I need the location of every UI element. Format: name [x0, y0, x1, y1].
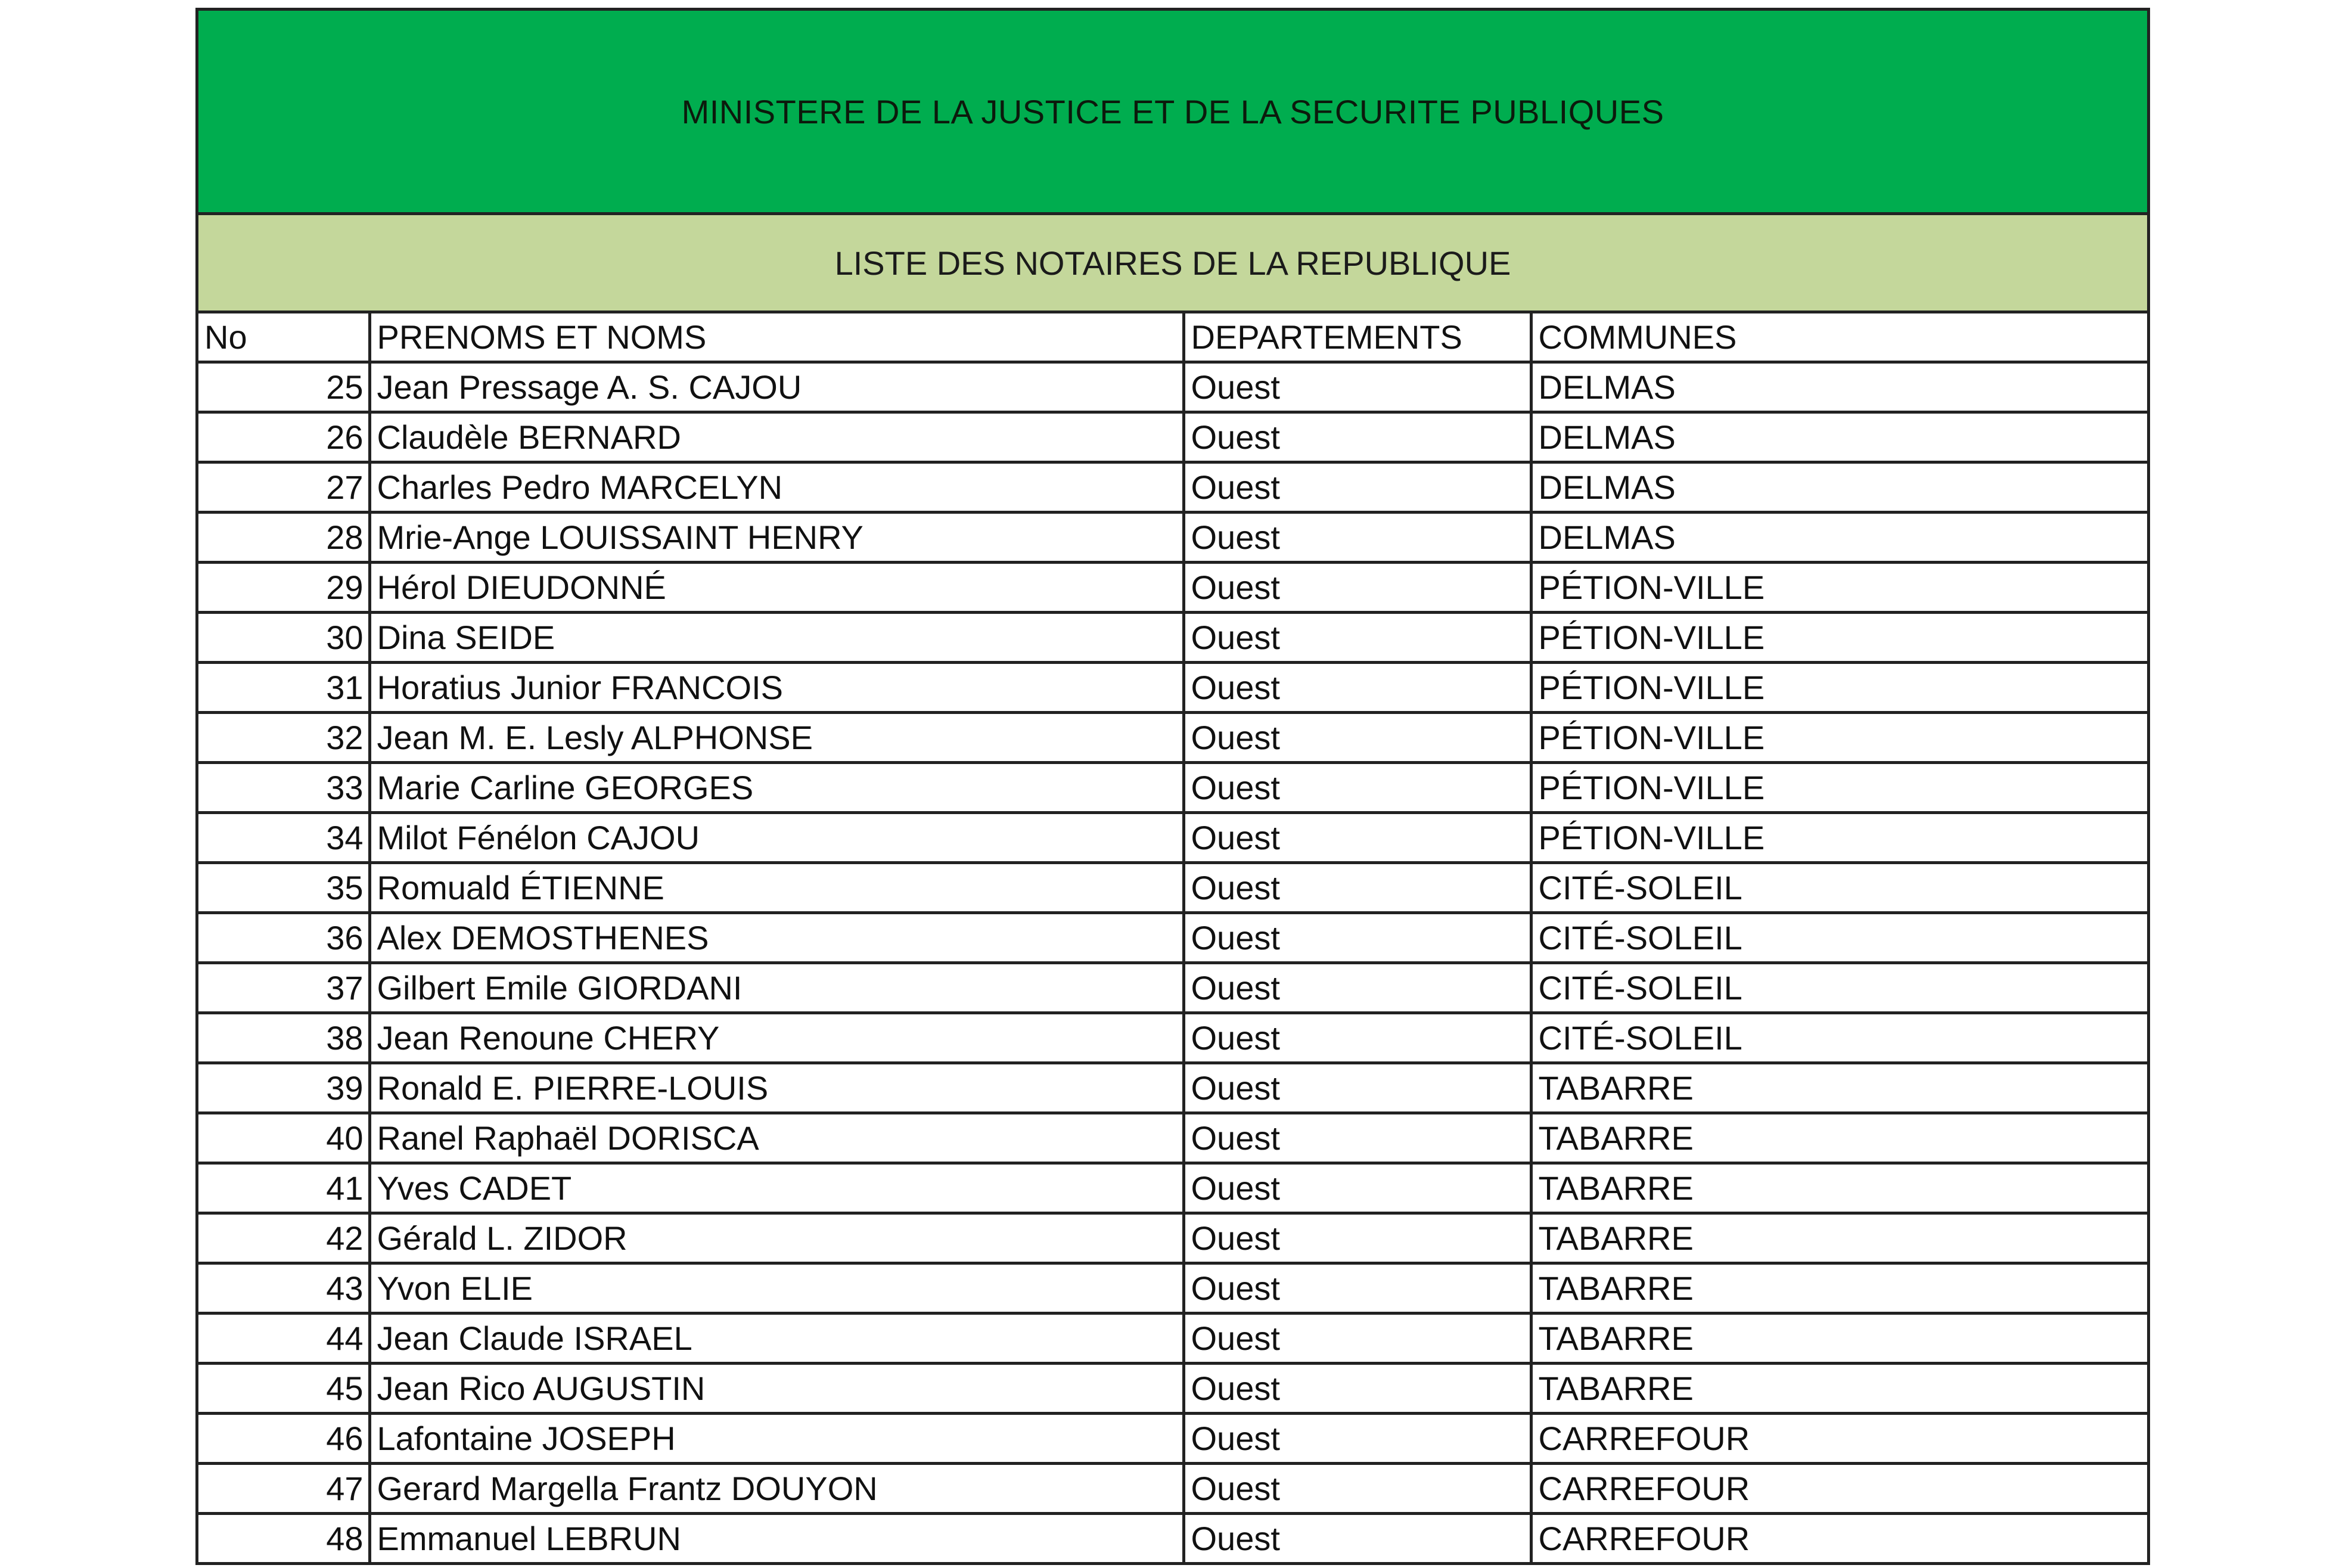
cell-name: Horatius Junior FRANCOIS [369, 663, 1183, 713]
cell-number: 28 [198, 513, 369, 563]
table-row [198, 713, 2147, 763]
table-row [198, 813, 2147, 863]
cell-name: Lafontaine JOSEPH [369, 1414, 1183, 1464]
notaries-sheet [195, 8, 2150, 1565]
cell-commune: CITÉ-SOLEIL [1531, 963, 2147, 1013]
cell-number: 25 [198, 362, 369, 412]
table-row [198, 1113, 2147, 1163]
cell-commune: PÉTION-VILLE [1531, 663, 2147, 713]
cell-department: Ouest [1183, 462, 1531, 513]
cell-name: Gilbert Emile GIORDANI [369, 963, 1183, 1013]
column-header-department: DEPARTEMENTS [1183, 313, 1531, 362]
table-row [198, 763, 2147, 813]
column-header-commune: COMMUNES [1531, 313, 2147, 362]
cell-name: Gérald L. ZIDOR [369, 1213, 1183, 1263]
cell-department: Ouest [1183, 1314, 1531, 1364]
table-row [198, 1364, 2147, 1414]
table-row [198, 963, 2147, 1013]
table-row [198, 1263, 2147, 1314]
table-row [198, 863, 2147, 913]
cell-number: 42 [198, 1213, 369, 1263]
cell-commune: DELMAS [1531, 412, 2147, 462]
cell-number: 39 [198, 1063, 369, 1113]
table-row [198, 362, 2147, 412]
cell-name: Yves CADET [369, 1163, 1183, 1213]
cell-department: Ouest [1183, 412, 1531, 462]
table-row [198, 1063, 2147, 1113]
cell-number: 27 [198, 462, 369, 513]
cell-department: Ouest [1183, 963, 1531, 1013]
cell-commune: CARREFOUR [1531, 1464, 2147, 1514]
cell-commune: DELMAS [1531, 462, 2147, 513]
table-row [198, 1013, 2147, 1063]
cell-commune: TABARRE [1531, 1263, 2147, 1314]
cell-commune: DELMAS [1531, 513, 2147, 563]
cell-name: Ronald E. PIERRE-LOUIS [369, 1063, 1183, 1113]
cell-number: 48 [198, 1514, 369, 1563]
cell-department: Ouest [1183, 1113, 1531, 1163]
cell-department: Ouest [1183, 563, 1531, 613]
cell-department: Ouest [1183, 863, 1531, 913]
cell-department: Ouest [1183, 1163, 1531, 1213]
cell-commune: PÉTION-VILLE [1531, 713, 2147, 763]
cell-department: Ouest [1183, 1013, 1531, 1063]
cell-name: Mrie-Ange LOUISSAINT HENRY [369, 513, 1183, 563]
table-row [198, 563, 2147, 613]
cell-department: Ouest [1183, 1213, 1531, 1263]
cell-name: Emmanuel LEBRUN [369, 1514, 1183, 1563]
table-row [198, 1464, 2147, 1514]
cell-department: Ouest [1183, 1464, 1531, 1514]
cell-department: Ouest [1183, 613, 1531, 663]
cell-number: 40 [198, 1113, 369, 1163]
cell-number: 30 [198, 613, 369, 663]
cell-commune: CITÉ-SOLEIL [1531, 1013, 2147, 1063]
ministry-header: MINISTERE DE LA JUSTICE ET DE LA SECURITE PUBLIQUES [198, 11, 2147, 215]
cell-name: Milot Fénélon CAJOU [369, 813, 1183, 863]
cell-department: Ouest [1183, 1063, 1531, 1113]
table-row [198, 613, 2147, 663]
cell-number: 38 [198, 1013, 369, 1063]
cell-name: Claudèle BERNARD [369, 412, 1183, 462]
column-header-no: No [198, 313, 369, 362]
cell-name: Jean Claude ISRAEL [369, 1314, 1183, 1364]
cell-commune: DELMAS [1531, 362, 2147, 412]
cell-name: Marie Carline GEORGES [369, 763, 1183, 813]
cell-commune: CITÉ-SOLEIL [1531, 863, 2147, 913]
table-row [198, 913, 2147, 963]
cell-department: Ouest [1183, 362, 1531, 412]
cell-name: Charles Pedro MARCELYN [369, 462, 1183, 513]
cell-name: Jean M. E. Lesly ALPHONSE [369, 713, 1183, 763]
table-row [198, 462, 2147, 513]
cell-commune: CITÉ-SOLEIL [1531, 913, 2147, 963]
cell-commune: CARREFOUR [1538, 1520, 1750, 1557]
table-header [198, 313, 2147, 362]
cell-commune: TABARRE [1531, 1113, 2147, 1163]
cell-name: Jean Renoune CHERY [369, 1013, 1183, 1063]
table-body [198, 362, 2147, 1563]
cell-commune: PÉTION-VILLE [1531, 813, 2147, 863]
cell-name: Yvon ELIE [369, 1263, 1183, 1314]
list-title: LISTE DES NOTAIRES DE LA REPUBLIQUE [198, 215, 2147, 313]
cell-number: 37 [198, 963, 369, 1013]
cell-commune: PÉTION-VILLE [1531, 613, 2147, 663]
cell-commune: TABARRE [1531, 1213, 2147, 1263]
cell-name: Hérol DIEUDONNÉ [369, 563, 1183, 613]
cell-commune: PÉTION-VILLE [1531, 763, 2147, 813]
cell-number: 31 [198, 663, 369, 713]
notaries-table [198, 313, 2147, 1562]
cell-department: Ouest [1183, 1364, 1531, 1414]
cell-department: Ouest [1183, 513, 1531, 563]
cell-department: Ouest [1183, 713, 1531, 763]
column-header-name: PRENOMS ET NOMS [369, 313, 1183, 362]
table-row [198, 1514, 2147, 1563]
cell-commune: CARREFOUR [1531, 1414, 2147, 1464]
cell-commune: TABARRE [1531, 1163, 2147, 1213]
cell-department: Ouest [1183, 1514, 1531, 1563]
cell-number: 46 [198, 1414, 369, 1464]
cell-number: 47 [198, 1464, 369, 1514]
cell-department: Ouest [1183, 663, 1531, 713]
cell-number: 43 [198, 1263, 369, 1314]
table-row [198, 412, 2147, 462]
cell-number: 36 [198, 913, 369, 963]
cell-department: Ouest [1183, 763, 1531, 813]
cell-number: 26 [198, 412, 369, 462]
cell-commune: TABARRE [1531, 1063, 2147, 1113]
table-row [198, 1213, 2147, 1263]
cell-number: 34 [198, 813, 369, 863]
cell-name: Alex DEMOSTHENES [369, 913, 1183, 963]
cell-number: 45 [198, 1364, 369, 1414]
cell-name: Dina SEIDE [369, 613, 1183, 663]
cell-department: Ouest [1183, 913, 1531, 963]
cell-commune: PÉTION-VILLE [1531, 563, 2147, 613]
cell-name: Romuald ÉTIENNE [369, 863, 1183, 913]
cell-name: Gerard Margella Frantz DOUYON [369, 1464, 1183, 1514]
table-row [198, 663, 2147, 713]
cell-number: 35 [198, 863, 369, 913]
table-row [198, 1414, 2147, 1464]
cell-department: Ouest [1183, 813, 1531, 863]
cell-number: 44 [198, 1314, 369, 1364]
cell-department: Ouest [1183, 1414, 1531, 1464]
cell-name: Jean Rico AUGUSTIN [369, 1364, 1183, 1414]
table-row [198, 513, 2147, 563]
cell-number: 32 [198, 713, 369, 763]
table-row [198, 1163, 2147, 1213]
cell-department: Ouest [1183, 1263, 1531, 1314]
cell-commune: TABARRE [1531, 1314, 2147, 1364]
cell-number: 33 [198, 763, 369, 813]
table-row [198, 1314, 2147, 1364]
cell-number: 41 [198, 1163, 369, 1213]
cell-commune: TABARRE [1531, 1364, 2147, 1414]
cell-name: Ranel Raphaël DORISCA [369, 1113, 1183, 1163]
cell-name: Jean Pressage A. S. CAJOU [369, 362, 1183, 412]
cell-number: 29 [198, 563, 369, 613]
header-row [198, 313, 2147, 362]
